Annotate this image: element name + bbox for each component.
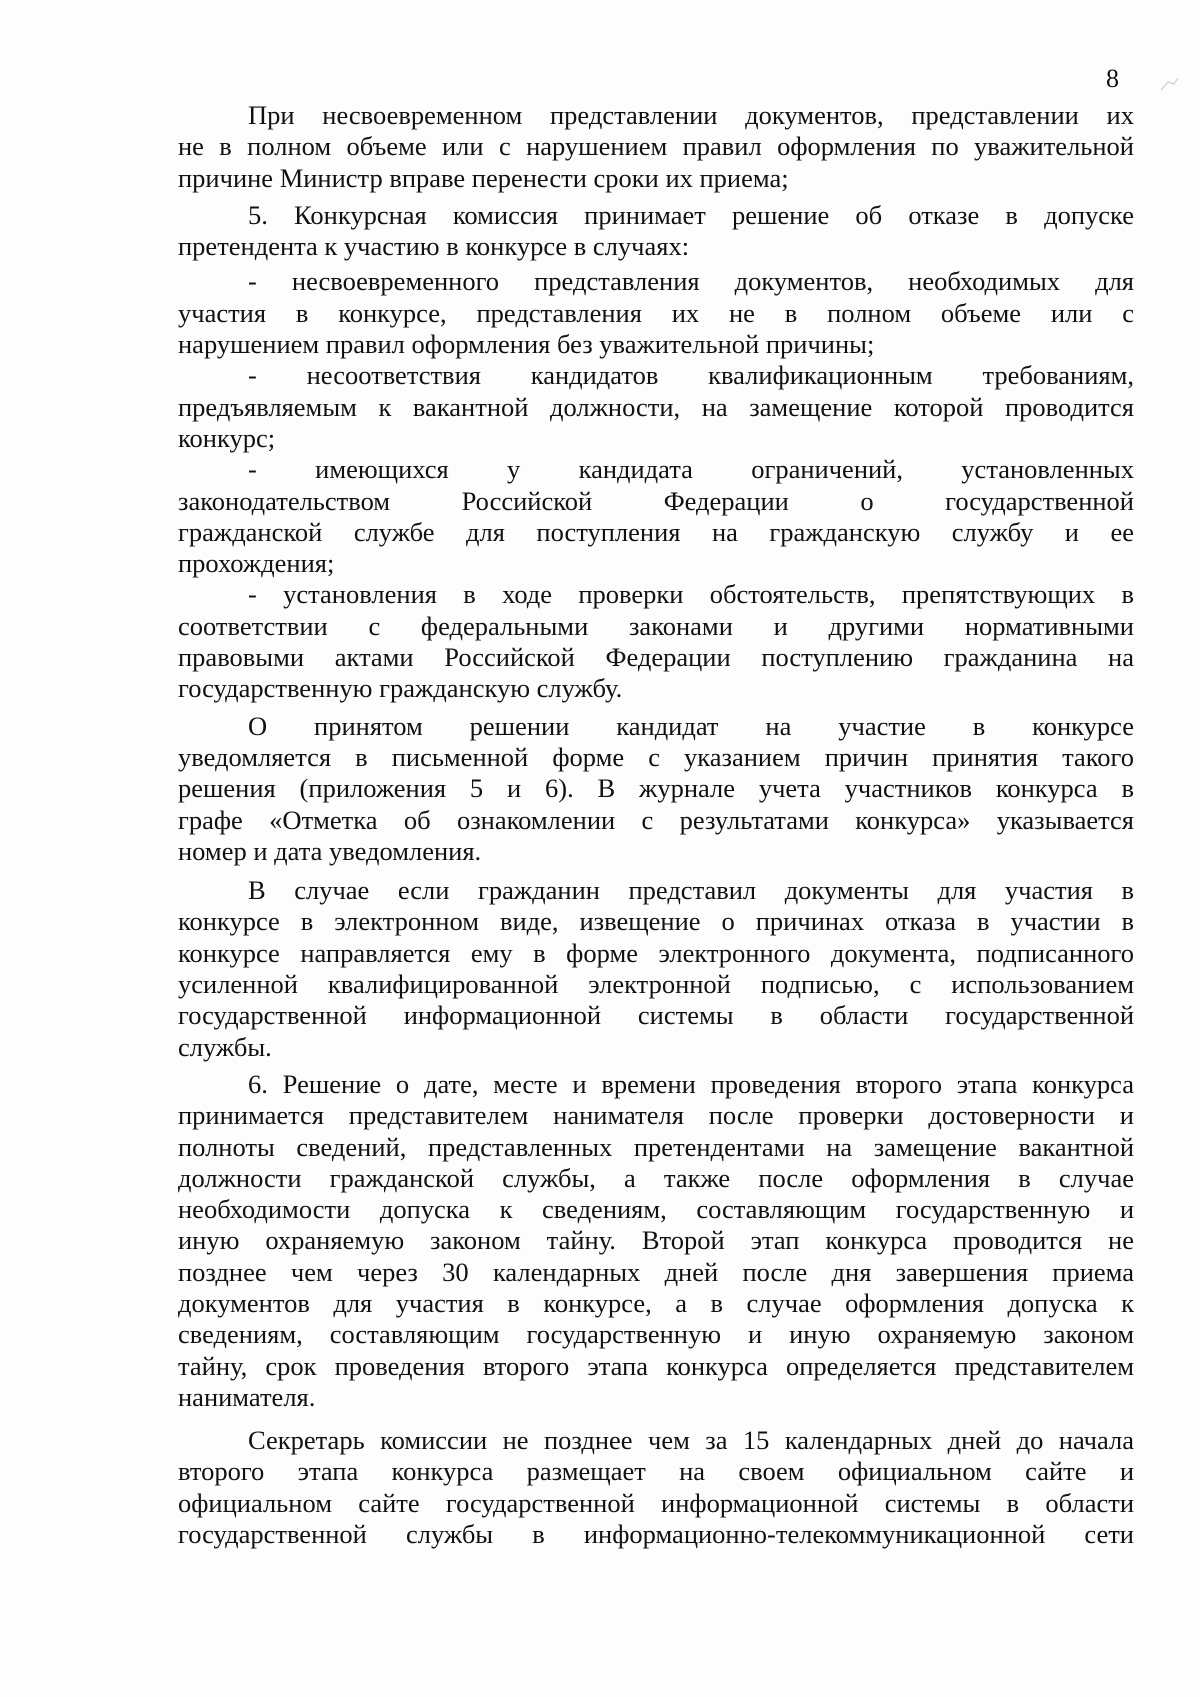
text-line: участия в конкурсе, представления их не в полном объеме или с — [178, 297, 1134, 328]
text-line: прохождения; — [178, 548, 335, 579]
text-line: должности гражданской службы, а также после оформления в случае — [178, 1162, 1134, 1193]
text-line: номер и дата уведомления. — [178, 835, 482, 866]
text-line: конкурсе направляется ему в форме электронного документа, подписанного — [178, 937, 1134, 968]
text-line: иную охраняемую законом тайну. Второй этап конкурса проводится не — [178, 1225, 1134, 1256]
text-line: усиленной квалифицированной электронной подписью, с использованием — [178, 969, 1134, 1000]
text-line: необходимости допуска к сведениям, составляющим государственную и — [178, 1194, 1134, 1225]
text-line: документов для участия в конкурсе, а в случае оформления допуска к — [178, 1287, 1134, 1318]
text-line: О принятом решении кандидат на участие в конкурсе — [248, 710, 1134, 741]
text-line: позднее чем через 30 календарных дней после дня завершения приема — [178, 1256, 1134, 1287]
text-line: соответствии с федеральными законами и другими нормативными — [178, 610, 1134, 641]
text-line: государственной информационной системы в области государственной — [178, 1000, 1134, 1031]
text-line: нарушением правил оформления без уважительной причины; — [178, 329, 875, 360]
text-line: решения (приложения 5 и 6). В журнале учета участников конкурса в — [178, 773, 1134, 804]
text-line: - несвоевременного представления документов, необходимых для — [248, 266, 1134, 297]
paragraph — [178, 266, 1134, 360]
text-line: конкурс; — [178, 422, 276, 453]
text-line: не в полном объеме или с нарушением правил оформления по уважительной — [178, 131, 1134, 162]
text-line: конкурсе в электронном виде, извещение о причинах отказа в участии в — [178, 906, 1134, 937]
scan-artifact-icon — [1158, 72, 1180, 94]
text-line: причине Министр вправе перенести сроки их приема; — [178, 162, 789, 193]
paragraph — [178, 711, 1134, 867]
text-line: принимается представителем нанимателя после проверки достоверности и — [178, 1100, 1134, 1131]
text-line: государственной службы в информационно-телекоммуникационной сети — [178, 1519, 1134, 1550]
text-line: 5. Конкурсная комиссия принимает решение об отказе в допуске — [248, 199, 1134, 230]
paragraph — [178, 875, 1134, 1063]
text-line: предъявляемым к вакантной должности, на замещение которой проводится — [178, 391, 1134, 422]
paragraph — [178, 360, 1134, 454]
text-line: - несоответствия кандидатов квалификационным требованиям, — [248, 360, 1134, 391]
paragraph — [178, 454, 1134, 579]
page-number: 8 — [1106, 64, 1119, 93]
text-line: законодательством Российской Федерации о государственной — [178, 485, 1134, 516]
text-line: графе «Отметка об ознакомлении с результатами конкурса» указывается — [178, 804, 1134, 835]
text-line: государственную гражданскую службу. — [178, 673, 623, 704]
text-line: официальном сайте государственной информационной системы в области — [178, 1487, 1134, 1518]
paragraph — [178, 200, 1134, 263]
text-line: тайну, срок проведения второго этапа конкурса определяется представителем — [178, 1350, 1134, 1381]
text-line: В случае если гражданин представил документы для участия в — [248, 875, 1134, 906]
text-line: 6. Решение о дате, месте и времени проведения второго этапа конкурса — [248, 1068, 1134, 1099]
text-line: нанимателя. — [178, 1381, 316, 1412]
text-line: полноты сведений, представленных претендентами на замещение вакантной — [178, 1131, 1134, 1162]
text-line: уведомляется в письменной форме с указанием причин принятия такого — [178, 741, 1134, 772]
text-line: При несвоевременном представлении документов, представлении их — [248, 100, 1134, 130]
paragraph — [178, 1069, 1134, 1413]
text-line: претендента к участию в конкурсе в случаях: — [178, 231, 690, 262]
paragraph — [178, 100, 1134, 194]
text-line: Секретарь комиссии не позднее чем за 15 календарных дней до начала — [248, 1425, 1134, 1456]
body-text — [178, 100, 1134, 1550]
text-line: службы. — [178, 1031, 272, 1062]
text-line: второго этапа конкурса размещает на своем официальном сайте и — [178, 1456, 1134, 1487]
paragraph — [178, 579, 1134, 704]
text-line: сведениям, составляющим государственную и иную охраняемую законом — [178, 1319, 1134, 1350]
text-line: правовыми актами Российской Федерации поступлению гражданина на — [178, 642, 1134, 673]
text-line: - установления в ходе проверки обстоятельств, препятствующих в — [248, 579, 1134, 610]
text-line: гражданской службе для поступления на гражданскую службу и ее — [178, 516, 1134, 547]
paragraph — [178, 1425, 1134, 1550]
text-line: - имеющихся у кандидата ограничений, установленных — [248, 454, 1134, 485]
